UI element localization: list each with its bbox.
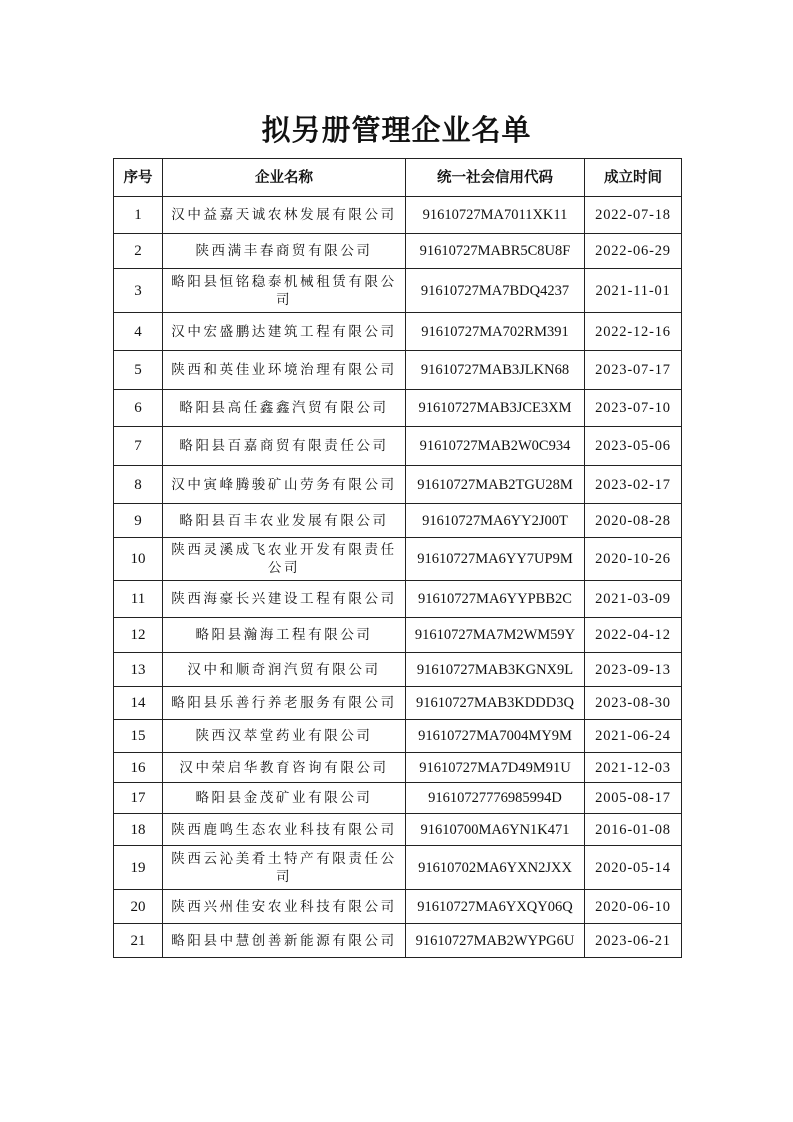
table-row — [114, 466, 682, 504]
enterprise-name: 略阳县金茂矿业有限公司 — [163, 783, 406, 814]
credit-code: 91610727MA702RM391 — [406, 313, 585, 351]
row-number: 9 — [114, 504, 163, 538]
established-date: 2023-07-10 — [585, 390, 682, 427]
table-row — [114, 427, 682, 466]
table-row — [114, 753, 682, 783]
row-number: 14 — [114, 687, 163, 720]
established-date: 2022-06-29 — [585, 234, 682, 269]
table-row — [114, 197, 682, 234]
credit-code: 91610727MAB2WYPG6U — [406, 924, 585, 958]
established-date: 2023-08-30 — [585, 687, 682, 720]
table-row — [114, 504, 682, 538]
credit-code: 91610727MA7D49M91U — [406, 753, 585, 783]
established-date: 2023-06-21 — [585, 924, 682, 958]
established-date: 2021-12-03 — [585, 753, 682, 783]
enterprise-name: 陕西满丰春商贸有限公司 — [163, 234, 406, 269]
row-number: 19 — [114, 846, 163, 890]
table-row — [114, 538, 682, 581]
established-date: 2023-05-06 — [585, 427, 682, 466]
table-row — [114, 890, 682, 924]
header-date: 成立时间 — [585, 159, 682, 197]
established-date: 2020-08-28 — [585, 504, 682, 538]
enterprise-name: 汉中和顺奇润汽贸有限公司 — [163, 653, 406, 687]
row-number: 8 — [114, 466, 163, 504]
credit-code: 91610727MAB3KGNX9L — [406, 653, 585, 687]
row-number: 4 — [114, 313, 163, 351]
enterprise-table — [113, 158, 682, 958]
established-date: 2023-02-17 — [585, 466, 682, 504]
header-name: 企业名称 — [163, 159, 406, 197]
enterprise-name: 陕西鹿鸣生态农业科技有限公司 — [163, 814, 406, 846]
table-row — [114, 390, 682, 427]
credit-code: 91610700MA6YN1K471 — [406, 814, 585, 846]
established-date: 2021-11-01 — [585, 269, 682, 313]
credit-code: 91610727MAB3KDDD3Q — [406, 687, 585, 720]
credit-code: 91610727776985994D — [406, 783, 585, 814]
table-row — [114, 618, 682, 653]
header-code: 统一社会信用代码 — [406, 159, 585, 197]
established-date: 2021-06-24 — [585, 720, 682, 753]
established-date: 2023-07-17 — [585, 351, 682, 390]
credit-code: 91610727MAB2TGU28M — [406, 466, 585, 504]
row-number: 21 — [114, 924, 163, 958]
table-row — [114, 653, 682, 687]
enterprise-name: 略阳县乐善行养老服务有限公司 — [163, 687, 406, 720]
document-title: 拟另册管理企业名单 — [261, 113, 532, 147]
credit-code: 91610727MAB3JLKN68 — [406, 351, 585, 390]
table-header-row — [114, 159, 682, 197]
enterprise-name: 陕西云沁美肴土特产有限责任公司 — [163, 846, 406, 890]
table-row — [114, 814, 682, 846]
enterprise-name: 略阳县百嘉商贸有限责任公司 — [163, 427, 406, 466]
table-row — [114, 234, 682, 269]
credit-code: 91610727MA7004MY9M — [406, 720, 585, 753]
enterprise-name: 陕西和英佳业环境治理有限公司 — [163, 351, 406, 390]
table-row — [114, 269, 682, 313]
table-row — [114, 783, 682, 814]
row-number: 20 — [114, 890, 163, 924]
enterprise-name: 略阳县恒铭稳泰机械租赁有限公司 — [163, 269, 406, 313]
row-number: 11 — [114, 581, 163, 618]
enterprise-name: 略阳县高任鑫鑫汽贸有限公司 — [163, 390, 406, 427]
credit-code: 91610727MA6YYPBB2C — [406, 581, 585, 618]
row-number: 6 — [114, 390, 163, 427]
established-date: 2021-03-09 — [585, 581, 682, 618]
credit-code: 91610727MA7BDQ4237 — [406, 269, 585, 313]
enterprise-name: 略阳县中慧创善新能源有限公司 — [163, 924, 406, 958]
row-number: 12 — [114, 618, 163, 653]
table-row — [114, 846, 682, 890]
enterprise-name: 汉中寅峰腾骏矿山劳务有限公司 — [163, 466, 406, 504]
row-number: 18 — [114, 814, 163, 846]
established-date: 2005-08-17 — [585, 783, 682, 814]
enterprise-name: 陕西灵溪成飞农业开发有限责任公司 — [163, 538, 406, 581]
row-number: 5 — [114, 351, 163, 390]
table-row — [114, 351, 682, 390]
credit-code: 91610727MAB2W0C934 — [406, 427, 585, 466]
row-number: 7 — [114, 427, 163, 466]
enterprise-name: 陕西兴州佳安农业科技有限公司 — [163, 890, 406, 924]
enterprise-name: 陕西海豪长兴建设工程有限公司 — [163, 581, 406, 618]
row-number: 16 — [114, 753, 163, 783]
table-row — [114, 313, 682, 351]
credit-code: 91610702MA6YXN2JXX — [406, 846, 585, 890]
credit-code: 91610727MA7011XK11 — [406, 197, 585, 234]
established-date: 2023-09-13 — [585, 653, 682, 687]
established-date: 2020-10-26 — [585, 538, 682, 581]
row-number: 10 — [114, 538, 163, 581]
row-number: 2 — [114, 234, 163, 269]
row-number: 17 — [114, 783, 163, 814]
established-date: 2020-06-10 — [585, 890, 682, 924]
credit-code: 91610727MABR5C8U8F — [406, 234, 585, 269]
established-date: 2022-12-16 — [585, 313, 682, 351]
enterprise-name: 汉中益嘉天诚农林发展有限公司 — [163, 197, 406, 234]
established-date: 2020-05-14 — [585, 846, 682, 890]
credit-code: 91610727MA6YY2J00T — [406, 504, 585, 538]
row-number: 15 — [114, 720, 163, 753]
enterprise-name: 汉中荣启华教育咨询有限公司 — [163, 753, 406, 783]
credit-code: 91610727MAB3JCE3XM — [406, 390, 585, 427]
table-row — [114, 720, 682, 753]
row-number: 1 — [114, 197, 163, 234]
enterprise-name: 略阳县百丰农业发展有限公司 — [163, 504, 406, 538]
table-row — [114, 687, 682, 720]
established-date: 2022-07-18 — [585, 197, 682, 234]
enterprise-name: 略阳县瀚海工程有限公司 — [163, 618, 406, 653]
row-number: 13 — [114, 653, 163, 687]
table-row — [114, 581, 682, 618]
table-row — [114, 924, 682, 958]
row-number: 3 — [114, 269, 163, 313]
enterprise-name: 陕西汉萃堂药业有限公司 — [163, 720, 406, 753]
enterprise-name: 汉中宏盛鹏达建筑工程有限公司 — [163, 313, 406, 351]
credit-code: 91610727MA6YY7UP9M — [406, 538, 585, 581]
credit-code: 91610727MA7M2WM59Y — [406, 618, 585, 653]
established-date: 2016-01-08 — [585, 814, 682, 846]
header-no: 序号 — [114, 159, 163, 197]
credit-code: 91610727MA6YXQY06Q — [406, 890, 585, 924]
established-date: 2022-04-12 — [585, 618, 682, 653]
